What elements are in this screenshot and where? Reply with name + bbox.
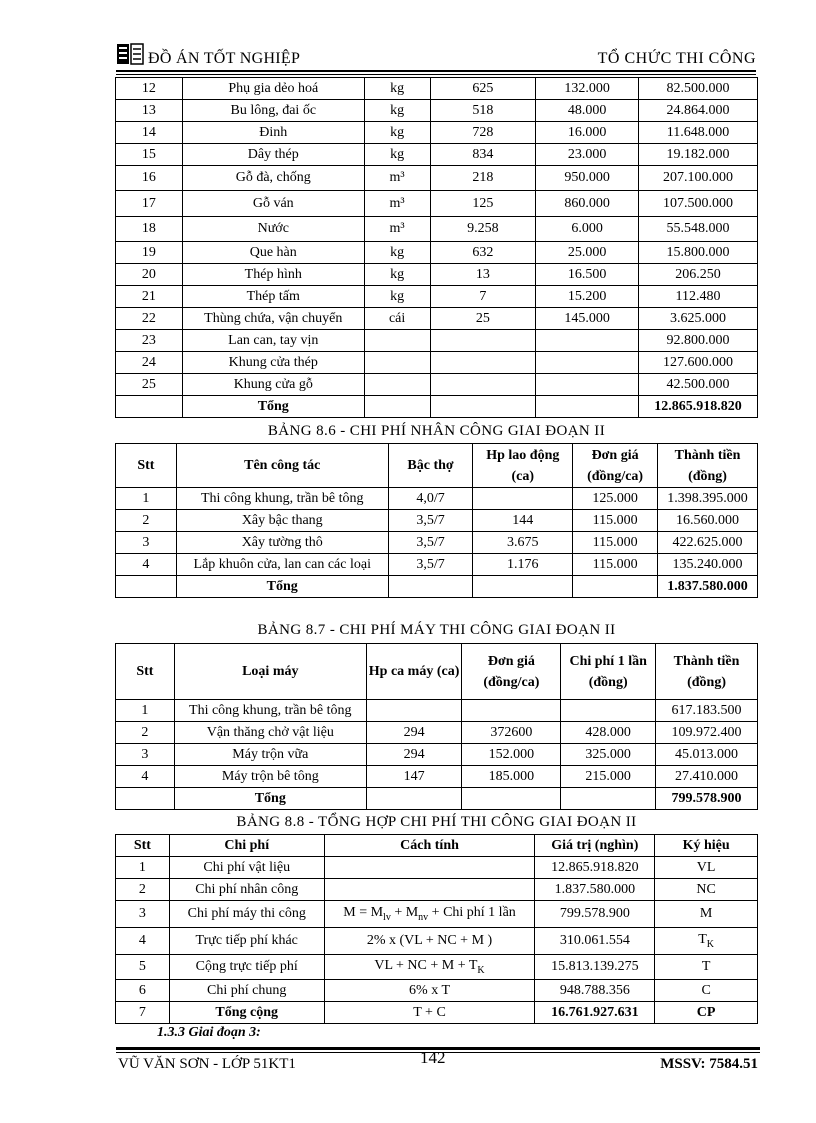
total-row: [116, 576, 758, 598]
unit-price-cell: 115.000: [573, 532, 658, 554]
machine-name-cell: Vận thăng chở vật liệu: [174, 722, 366, 744]
symbol-cell: C: [655, 980, 758, 1002]
table-row: [116, 308, 758, 330]
empty-cell: [364, 396, 430, 418]
material-name-cell: Que hàn: [182, 242, 364, 264]
unit-price-cell: 145.000: [536, 308, 639, 330]
unit-cell: m³: [364, 191, 430, 217]
header-row: [116, 644, 758, 700]
column-header: Chi phí 1 lần (đồng): [561, 644, 656, 700]
material-name-cell: Đinh: [182, 122, 364, 144]
unit-cell: kg: [364, 264, 430, 286]
symbol-cell: NC: [655, 879, 758, 901]
unit-price-cell: 132.000: [536, 78, 639, 100]
column-header: Ký hiệu: [655, 835, 758, 857]
unit-price-cell: [536, 330, 639, 352]
worker-grade-cell: 3,5/7: [388, 554, 473, 576]
unit-price-cell: [536, 374, 639, 396]
empty-cell: [536, 396, 639, 418]
material-name-cell: Nước: [182, 217, 364, 242]
material-name-cell: Lan can, tay vịn: [182, 330, 364, 352]
column-header: Stt: [116, 835, 170, 857]
stt-cell: 1: [116, 488, 177, 510]
total-cell: 11.648.000: [639, 122, 758, 144]
summary-cost-table: [115, 834, 758, 1024]
total-value-cell: 12.865.918.820: [639, 396, 758, 418]
header-row: [116, 835, 758, 857]
unit-price-cell: 185.000: [462, 766, 561, 788]
stt-cell: 15: [116, 144, 183, 166]
table-row: [116, 78, 758, 100]
column-header: Tên công tác: [176, 444, 388, 488]
total-cell: 422.625.000: [658, 532, 758, 554]
stt-cell: 24: [116, 352, 183, 374]
machine-shifts-cell: 294: [366, 722, 462, 744]
value-cell: 948.788.356: [535, 980, 655, 1002]
one-time-cost-cell: 215.000: [561, 766, 656, 788]
material-name-cell: Gỗ ván: [182, 191, 364, 217]
unit-price-cell: 152.000: [462, 744, 561, 766]
labor-hours-cell: 144: [473, 510, 573, 532]
stt-cell: 3: [116, 532, 177, 554]
total-row: [116, 788, 758, 810]
table-row: [116, 166, 758, 191]
table-row: [116, 980, 758, 1002]
stt-cell: 3: [116, 744, 175, 766]
cost-name-cell: Cộng trực tiếp phí: [169, 955, 324, 980]
material-name-cell: Phụ gia dẻo hoá: [182, 78, 364, 100]
total-cell: 19.182.000: [639, 144, 758, 166]
unit-price-cell: 15.200: [536, 286, 639, 308]
header-row: [116, 444, 758, 488]
quantity-cell: 125: [430, 191, 536, 217]
table-row: [116, 722, 758, 744]
stt-cell: 23: [116, 330, 183, 352]
table-row: [116, 879, 758, 901]
stt-cell: [116, 396, 183, 418]
column-header: Đơn giá (đồng/ca): [573, 444, 658, 488]
unit-cell: m³: [364, 217, 430, 242]
empty-cell: [462, 788, 561, 810]
book-logo-icon: [116, 42, 144, 66]
labor-hours-cell: [473, 488, 573, 510]
unit-cell: kg: [364, 78, 430, 100]
machine-name-cell: Máy trộn bê tông: [174, 766, 366, 788]
table-row: [116, 700, 758, 722]
quantity-cell: 632: [430, 242, 536, 264]
material-name-cell: Thép tấm: [182, 286, 364, 308]
table-row: [116, 744, 758, 766]
worker-grade-cell: 3,5/7: [388, 510, 473, 532]
stt-cell: 13: [116, 100, 183, 122]
total-cell: 206.250: [639, 264, 758, 286]
stt-cell: 18: [116, 217, 183, 242]
unit-price-cell: [462, 700, 561, 722]
formula-cell: [324, 857, 535, 879]
total-cell: 617.183.500: [656, 700, 758, 722]
formula-cell: VL + NC + $M + T_K$: [324, 955, 535, 980]
stt-cell: [116, 788, 175, 810]
total-cell: 107.500.000: [639, 191, 758, 217]
unit-cell: kg: [364, 100, 430, 122]
table-row: [116, 901, 758, 928]
page-number: 142: [420, 1048, 446, 1067]
table-row: [116, 1002, 758, 1024]
total-cell: 109.972.400: [656, 722, 758, 744]
table-row: [116, 100, 758, 122]
formula-cell: 6% x T: [324, 980, 535, 1002]
column-header: Hp lao động (ca): [473, 444, 573, 488]
total-cell: 16.560.000: [658, 510, 758, 532]
table-row: [116, 144, 758, 166]
value-cell: 799.578.900: [535, 901, 655, 928]
stt-cell: 1: [116, 857, 170, 879]
empty-cell: [388, 576, 473, 598]
total-cell: 45.013.000: [656, 744, 758, 766]
labor-hours-cell: 3.675: [473, 532, 573, 554]
section-heading: 1.3.3 Giai đoạn 3:: [157, 1025, 261, 1040]
stt-cell: 2: [116, 722, 175, 744]
unit-cell: [364, 330, 430, 352]
symbol-cell: M: [655, 901, 758, 928]
unit-price-cell: 860.000: [536, 191, 639, 217]
column-header: Loại máy: [174, 644, 366, 700]
total-cell: 55.548.000: [639, 217, 758, 242]
unit-price-cell: [536, 352, 639, 374]
stt-cell: 19: [116, 242, 183, 264]
unit-cell: [364, 352, 430, 374]
column-header: Thành tiền (đồng): [656, 644, 758, 700]
quantity-cell: 728: [430, 122, 536, 144]
quantity-cell: 7: [430, 286, 536, 308]
unit-price-cell: 115.000: [573, 510, 658, 532]
material-name-cell: Dây thép: [182, 144, 364, 166]
empty-cell: [366, 788, 462, 810]
total-value-cell: 1.837.580.000: [658, 576, 758, 598]
column-header: Giá trị (nghìn): [535, 835, 655, 857]
one-time-cost-cell: 325.000: [561, 744, 656, 766]
machine-table-caption: BẢNG 8.7 - CHI PHÍ MÁY THI CÔNG GIAI ĐOẠN II: [257, 622, 616, 638]
machine-name-cell: Máy trộn vữa: [174, 744, 366, 766]
stt-cell: 7: [116, 1002, 170, 1024]
total-cell: 207.100.000: [639, 166, 758, 191]
unit-price-cell: 16.000: [536, 122, 639, 144]
unit-price-cell: 125.000: [573, 488, 658, 510]
stt-cell: 20: [116, 264, 183, 286]
header-rule-thin: [116, 74, 756, 75]
cost-name-cell: Tổng cộng: [169, 1002, 324, 1024]
unit-cell: kg: [364, 122, 430, 144]
stt-cell: 1: [116, 700, 175, 722]
quantity-cell: 9.258: [430, 217, 536, 242]
column-header: Stt: [116, 444, 177, 488]
table-row: [116, 532, 758, 554]
machine-shifts-cell: [366, 700, 462, 722]
material-name-cell: Gỗ đà, chống: [182, 166, 364, 191]
symbol-cell: CP: [655, 1002, 758, 1024]
task-name-cell: Xây tường thô: [176, 532, 388, 554]
quantity-cell: 25: [430, 308, 536, 330]
total-label-cell: Tổng: [176, 576, 388, 598]
table-row: [116, 857, 758, 879]
machine-shifts-cell: 294: [366, 744, 462, 766]
quantity-cell: 625: [430, 78, 536, 100]
table-row: [116, 264, 758, 286]
formula-cell: 2% x (VL + NC + M ): [324, 928, 535, 955]
quantity-cell: [430, 374, 536, 396]
column-header: Chi phí: [169, 835, 324, 857]
table-row: [116, 928, 758, 955]
stt-cell: 16: [116, 166, 183, 191]
one-time-cost-cell: 428.000: [561, 722, 656, 744]
worker-grade-cell: 3,5/7: [388, 532, 473, 554]
column-header: Thành tiền (đồng): [658, 444, 758, 488]
table-row: [116, 286, 758, 308]
table-row: [116, 554, 758, 576]
quantity-cell: 518: [430, 100, 536, 122]
table-row: [116, 217, 758, 242]
table-row: [116, 510, 758, 532]
table-row: [116, 374, 758, 396]
quantity-cell: [430, 352, 536, 374]
unit-cell: kg: [364, 286, 430, 308]
stt-cell: 5: [116, 955, 170, 980]
total-cell: 27.410.000: [656, 766, 758, 788]
column-header: Đơn giá (đồng/ca): [462, 644, 561, 700]
total-cell: 42.500.000: [639, 374, 758, 396]
value-cell: 12.865.918.820: [535, 857, 655, 879]
table-row: [116, 122, 758, 144]
summary-table-caption: BẢNG 8.8 - TỔNG HỢP CHI PHÍ THI CÔNG GIAI ĐOẠN II: [236, 814, 637, 830]
total-label-cell: Tổng: [174, 788, 366, 810]
value-cell: 15.813.139.275: [535, 955, 655, 980]
table-row: [116, 352, 758, 374]
total-cell: 15.800.000: [639, 242, 758, 264]
labor-cost-table: [115, 443, 758, 598]
value-cell: 310.061.554: [535, 928, 655, 955]
materials-table: [115, 77, 758, 418]
page-header: [116, 40, 756, 70]
total-cell: 82.500.000: [639, 78, 758, 100]
stt-cell: 6: [116, 980, 170, 1002]
header-title-left: ĐỒ ÁN TỐT NGHIỆP: [148, 50, 301, 67]
total-cell: 92.800.000: [639, 330, 758, 352]
unit-cell: cái: [364, 308, 430, 330]
unit-price-cell: 16.500: [536, 264, 639, 286]
stt-cell: 21: [116, 286, 183, 308]
material-name-cell: Bu lông, đai ốc: [182, 100, 364, 122]
stt-cell: 25: [116, 374, 183, 396]
cost-name-cell: Chi phí máy thi công: [169, 901, 324, 928]
quantity-cell: 13: [430, 264, 536, 286]
task-name-cell: Lắp khuôn cửa, lan can các loại: [176, 554, 388, 576]
unit-cell: [364, 374, 430, 396]
quantity-cell: [430, 330, 536, 352]
material-name-cell: Thép hình: [182, 264, 364, 286]
stt-cell: [116, 576, 177, 598]
cost-name-cell: Trực tiếp phí khác: [169, 928, 324, 955]
total-label-cell: Tổng: [182, 396, 364, 418]
column-header: Hp ca máy (ca): [366, 644, 462, 700]
total-value-cell: 799.578.900: [656, 788, 758, 810]
total-cell: 112.480: [639, 286, 758, 308]
column-header: Bậc thợ: [388, 444, 473, 488]
formula-cell: [324, 879, 535, 901]
symbol-cell: VL: [655, 857, 758, 879]
header-title-right: TỔ CHỨC THI CÔNG: [597, 50, 756, 67]
formula-cell: T + C: [324, 1002, 535, 1024]
unit-price-cell: 25.000: [536, 242, 639, 264]
total-cell: 127.600.000: [639, 352, 758, 374]
empty-cell: [473, 576, 573, 598]
stt-cell: 2: [116, 879, 170, 901]
stt-cell: 17: [116, 191, 183, 217]
material-name-cell: Khung cửa thép: [182, 352, 364, 374]
value-cell: 1.837.580.000: [535, 879, 655, 901]
stt-cell: 4: [116, 554, 177, 576]
unit-price-cell: 372600: [462, 722, 561, 744]
header-rule: [116, 70, 756, 72]
labor-table-caption: BẢNG 8.6 - CHI PHÍ NHÂN CÔNG GIAI ĐOẠN II: [267, 423, 606, 439]
stt-cell: 12: [116, 78, 183, 100]
footer-author: VŨ VĂN SƠN - LỚP 51KT1: [118, 1056, 296, 1072]
stt-cell: 2: [116, 510, 177, 532]
stt-cell: 22: [116, 308, 183, 330]
footer-student-id: MSSV: 7584.51: [660, 1056, 758, 1072]
column-header: Cách tính: [324, 835, 535, 857]
task-name-cell: Thi công khung, trần bê tông: [176, 488, 388, 510]
quantity-cell: 218: [430, 166, 536, 191]
labor-hours-cell: 1.176: [473, 554, 573, 576]
quantity-cell: 834: [430, 144, 536, 166]
total-cell: 24.864.000: [639, 100, 758, 122]
unit-cell: m³: [364, 166, 430, 191]
unit-price-cell: 48.000: [536, 100, 639, 122]
stt-cell: 4: [116, 928, 170, 955]
worker-grade-cell: 4,0/7: [388, 488, 473, 510]
table-row: [116, 488, 758, 510]
cost-name-cell: Chi phí vật liệu: [169, 857, 324, 879]
table-row: [116, 191, 758, 217]
stt-cell: 3: [116, 901, 170, 928]
material-name-cell: Khung cửa gỗ: [182, 374, 364, 396]
table-row: [116, 955, 758, 980]
total-cell: 1.398.395.000: [658, 488, 758, 510]
stt-cell: 4: [116, 766, 175, 788]
cost-name-cell: Chi phí chung: [169, 980, 324, 1002]
unit-cell: kg: [364, 144, 430, 166]
total-row: [116, 396, 758, 418]
symbol-cell: $T_K$: [655, 928, 758, 955]
empty-cell: [430, 396, 536, 418]
unit-cell: kg: [364, 242, 430, 264]
empty-cell: [573, 576, 658, 598]
machine-shifts-cell: 147: [366, 766, 462, 788]
unit-price-cell: 950.000: [536, 166, 639, 191]
table-row: [116, 766, 758, 788]
task-name-cell: Xây bậc thang: [176, 510, 388, 532]
stt-cell: 14: [116, 122, 183, 144]
table-row: [116, 242, 758, 264]
column-header: Stt: [116, 644, 175, 700]
formula-cell: $M = M_{lv} + M_{nv}$ + Chi phí 1 lần: [324, 901, 535, 928]
machine-cost-table: [115, 643, 758, 810]
empty-cell: [561, 788, 656, 810]
unit-price-cell: 6.000: [536, 217, 639, 242]
unit-price-cell: 115.000: [573, 554, 658, 576]
unit-price-cell: 23.000: [536, 144, 639, 166]
value-cell: 16.761.927.631: [535, 1002, 655, 1024]
symbol-cell: T: [655, 955, 758, 980]
material-name-cell: Thùng chứa, vận chuyển: [182, 308, 364, 330]
one-time-cost-cell: [561, 700, 656, 722]
cost-name-cell: Chi phí nhân công: [169, 879, 324, 901]
total-cell: 135.240.000: [658, 554, 758, 576]
machine-name-cell: Thi công khung, trần bê tông: [174, 700, 366, 722]
total-cell: 3.625.000: [639, 308, 758, 330]
table-row: [116, 330, 758, 352]
